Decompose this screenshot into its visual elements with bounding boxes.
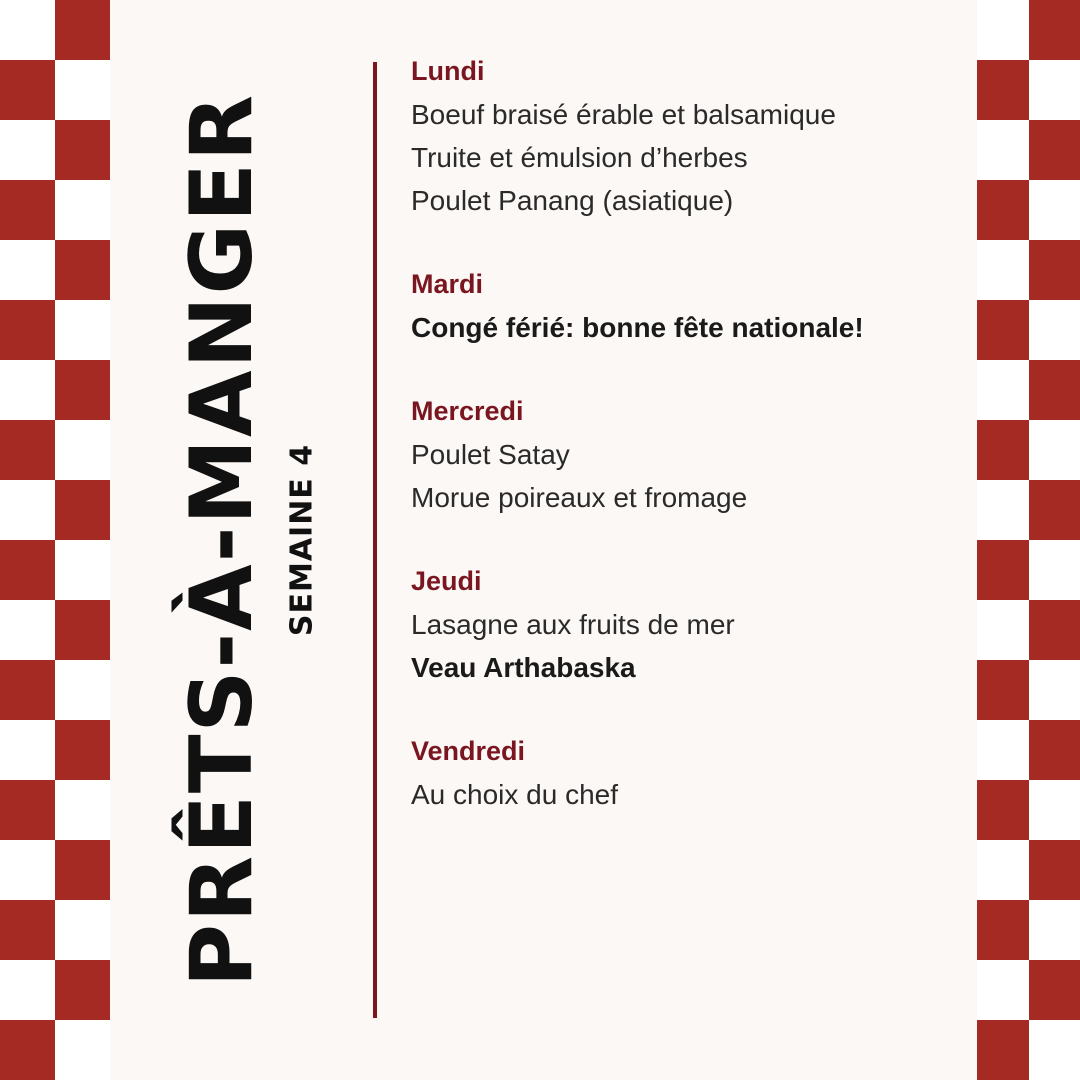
day-name: Vendredi bbox=[411, 736, 526, 766]
checker-cell bbox=[1029, 960, 1080, 1020]
checker-cell bbox=[0, 60, 55, 120]
checker-cell bbox=[977, 300, 1029, 360]
checker-cell bbox=[1029, 360, 1080, 420]
checker-cell bbox=[55, 960, 110, 1020]
checker-cell bbox=[977, 780, 1029, 840]
dish-item: Truite et émulsion d’herbes bbox=[411, 142, 748, 173]
checker-cell bbox=[0, 480, 55, 540]
weekly-menu bbox=[411, 50, 971, 857]
checker-cell bbox=[1029, 420, 1080, 480]
checker-cell bbox=[1029, 120, 1080, 180]
checker-cell bbox=[0, 1020, 55, 1080]
dish-item: Poulet Panang (asiatique) bbox=[411, 185, 734, 216]
checker-cell bbox=[1029, 180, 1080, 240]
checker-cell bbox=[977, 840, 1029, 900]
day-section bbox=[411, 390, 971, 519]
day-name: Jeudi bbox=[411, 566, 482, 596]
week-label: SEMAINE 4 bbox=[284, 443, 320, 637]
checker-cell bbox=[55, 180, 110, 240]
checker-cell bbox=[0, 600, 55, 660]
checker-cell bbox=[0, 180, 55, 240]
checker-cell bbox=[1029, 840, 1080, 900]
checker-cell bbox=[1029, 300, 1080, 360]
checker-cell bbox=[977, 60, 1029, 120]
checker-cell bbox=[55, 480, 110, 540]
checker-cell bbox=[977, 180, 1029, 240]
checker-cell bbox=[0, 300, 55, 360]
checker-cell bbox=[977, 1020, 1029, 1080]
checker-cell bbox=[1029, 540, 1080, 600]
dish-item: Congé férié: bonne fête nationale! bbox=[411, 312, 864, 343]
checker-cell bbox=[0, 360, 55, 420]
checker-cell bbox=[55, 300, 110, 360]
checker-cell bbox=[977, 660, 1029, 720]
checker-cell bbox=[977, 240, 1029, 300]
checker-border-right bbox=[977, 0, 1080, 1080]
day-name: Mercredi bbox=[411, 396, 524, 426]
checker-border-left bbox=[0, 0, 110, 1080]
checker-cell bbox=[55, 900, 110, 960]
checker-cell bbox=[0, 780, 55, 840]
checker-cell bbox=[1029, 720, 1080, 780]
checker-cell bbox=[977, 540, 1029, 600]
checker-cell bbox=[977, 720, 1029, 780]
checker-cell bbox=[55, 60, 110, 120]
checker-cell bbox=[0, 660, 55, 720]
checker-cell bbox=[55, 780, 110, 840]
checker-cell bbox=[1029, 1020, 1080, 1080]
dish-item: Morue poireaux et fromage bbox=[411, 482, 748, 513]
checker-cell bbox=[1029, 780, 1080, 840]
checker-cell bbox=[977, 360, 1029, 420]
day-section bbox=[411, 50, 971, 222]
checker-cell bbox=[1029, 480, 1080, 540]
checker-cell bbox=[977, 0, 1029, 60]
checker-cell bbox=[0, 840, 55, 900]
day-name: Lundi bbox=[411, 56, 485, 86]
day-section bbox=[411, 730, 971, 816]
checker-cell bbox=[55, 360, 110, 420]
checker-cell bbox=[1029, 60, 1080, 120]
checker-cell bbox=[0, 120, 55, 180]
day-section bbox=[411, 263, 971, 349]
checker-cell bbox=[1029, 660, 1080, 720]
checker-cell bbox=[977, 600, 1029, 660]
dish-item: Veau Arthabaska bbox=[411, 652, 636, 683]
checker-cell bbox=[55, 540, 110, 600]
checker-cell bbox=[55, 0, 110, 60]
checker-cell bbox=[1029, 900, 1080, 960]
checker-cell bbox=[55, 600, 110, 660]
checker-cell bbox=[0, 960, 55, 1020]
checker-cell bbox=[977, 120, 1029, 180]
checker-cell bbox=[55, 840, 110, 900]
dish-item: Au choix du chef bbox=[411, 779, 619, 810]
checker-cell bbox=[1029, 0, 1080, 60]
checker-cell bbox=[55, 1020, 110, 1080]
checker-cell bbox=[55, 120, 110, 180]
checker-cell bbox=[0, 720, 55, 780]
page-title: PRÊTS-À-MANGER bbox=[172, 92, 272, 988]
checker-cell bbox=[977, 900, 1029, 960]
checker-cell bbox=[977, 420, 1029, 480]
checker-cell bbox=[0, 0, 55, 60]
checker-cell bbox=[1029, 600, 1080, 660]
checker-cell bbox=[55, 420, 110, 480]
checker-cell bbox=[0, 540, 55, 600]
checker-cell bbox=[55, 720, 110, 780]
checker-cell bbox=[55, 240, 110, 300]
checker-cell bbox=[55, 660, 110, 720]
dish-item: Poulet Satay bbox=[411, 439, 570, 470]
checker-cell bbox=[0, 240, 55, 300]
day-section bbox=[411, 560, 971, 689]
dish-item: Lasagne aux fruits de mer bbox=[411, 609, 735, 640]
day-name: Mardi bbox=[411, 269, 484, 299]
checker-cell bbox=[0, 420, 55, 480]
checker-cell bbox=[977, 480, 1029, 540]
checker-cell bbox=[0, 900, 55, 960]
checker-cell bbox=[1029, 240, 1080, 300]
checker-cell bbox=[977, 960, 1029, 1020]
dish-item: Boeuf braisé érable et balsamique bbox=[411, 99, 836, 130]
vertical-divider bbox=[373, 62, 377, 1018]
